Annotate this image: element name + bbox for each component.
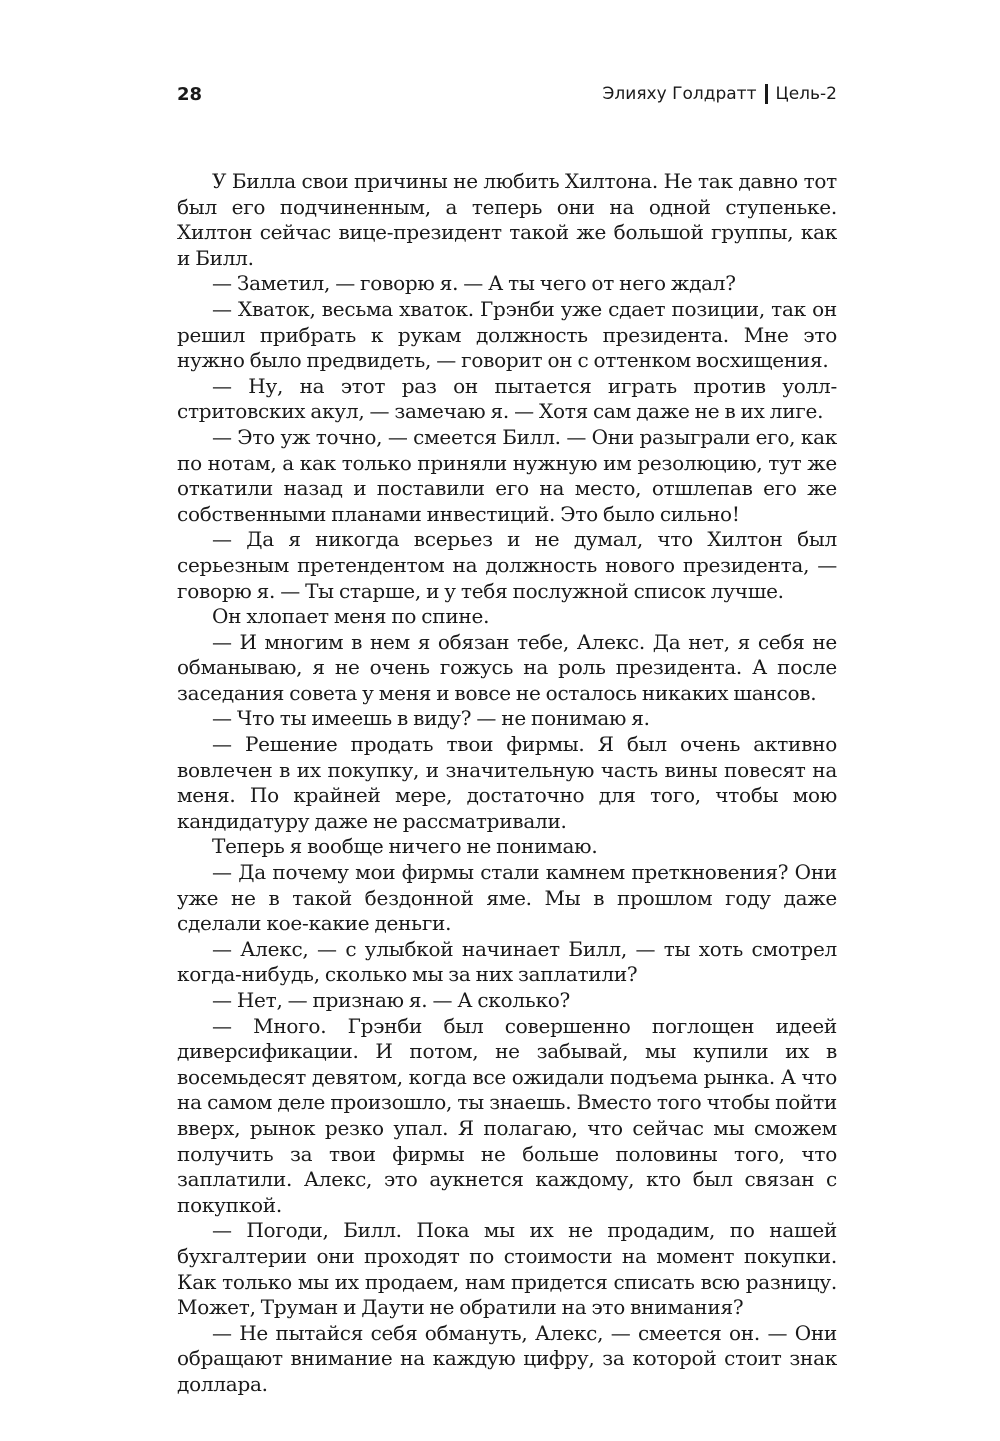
paragraph: — Решение продать твои фирмы. Я был очень активно вовлечен в их покупку, и значительную часть вины повесят на меня. По крайней мере, достаточно для того, чтобы мою кандидатуру даже не рассматривали. [177, 732, 837, 833]
paragraph: — Погоди, Билл. Пока мы их не продадим, по нашей бухгалтерии они проходят по стоимости на момент покупки. Как только мы их продаем, нам придется списать всю разницу. Может, Труман и Даути не обратили на это внимания? [177, 1218, 837, 1320]
paragraph: — Заметил, — говорю я. — А ты чего от него ждал? [212, 271, 736, 296]
running-head [177, 84, 837, 110]
paragraph: — Не пытайся себя обмануть, Алекс, — смеется он. — Они обращают внимание на каждую цифру, за которой стоит знак доллара. [177, 1320, 837, 1396]
paragraph: — Да я никогда всерьез и не думал, что Хилтон был серьезным претендентом на должность нового президента, — говорю я. — Ты старше, и у тебя послужной список лучше. [177, 527, 837, 603]
paragraph: — И многим в нем я обязан тебе, Алекс. Да нет, я себя не обманываю, я не очень гожусь на роль президента. А после заседания совета у меня и вовсе не осталось никаких шансов. [177, 629, 837, 705]
paragraph: — Много. Грэнби был совершенно поглощен идеей диверсификации. И потом, не забывай, мы купили их в восемьдесят девятом, когда все ожидали подъема рынка. А что на самом деле произошло, ты знаешь. Вместо того чтобы пойти вверх, рынок резко упал. Я полагаю, что сейчас мы сможем получить за твои фирмы не больше половины того, что заплатили. Алекс, это аукнется каждому, кто был связан с покупкой. [177, 1013, 837, 1217]
paragraph: Теперь я вообще ничего не понимаю. [212, 834, 598, 859]
body-text [177, 169, 837, 1398]
header-author: Элияху Голдратт [602, 84, 757, 104]
header-separator [765, 84, 768, 104]
paragraph: У Билла свои причины не любить Хилтона. Не так давно тот был его подчиненным, а теперь они на одной ступеньке. Хилтон сейчас вице-президент такой же большой группы, как и Билл. [177, 169, 837, 270]
paragraph: Он хлопает меня по спине. [212, 604, 490, 629]
header-title-group [603, 84, 837, 104]
page-number: 28 [177, 84, 203, 105]
header-book-title: Цель-2 [775, 84, 837, 104]
paragraph: — Ну, на этот раз он пытается играть против уолл-стритовских акул, — замечаю я. — Хотя сам даже не в их лиге. [177, 373, 837, 424]
paragraph: — Что ты имеешь в виду? — не понимаю я. [212, 706, 650, 731]
paragraph: — Да почему мои фирмы стали камнем преткновения? Они уже не в такой бездонной яме. Мы в прошлом году даже сделали кое-какие деньги. [177, 860, 837, 936]
paragraph: — Это уж точно, — смеется Билл. — Они разыграли его, как по нотам, а как только приняли нужную им резолюцию, тут же откатили назад и поставили его на место, отшлепав его же собственными планами инвестиций. Это было сильно! [177, 424, 837, 526]
paragraph: — Хваток, весьма хваток. Грэнби уже сдает позиции, так он решил прибрать к рукам должность президента. Мне это нужно было предвидеть, — говорит он с оттенком восхищения. [177, 296, 837, 373]
paragraph: — Алекс, — с улыбкой начинает Билл, — ты хоть смотрел когда-нибудь, сколько мы за них заплатили? [177, 936, 837, 987]
paragraph: — Нет, — признаю я. — А сколько? [212, 988, 570, 1012]
